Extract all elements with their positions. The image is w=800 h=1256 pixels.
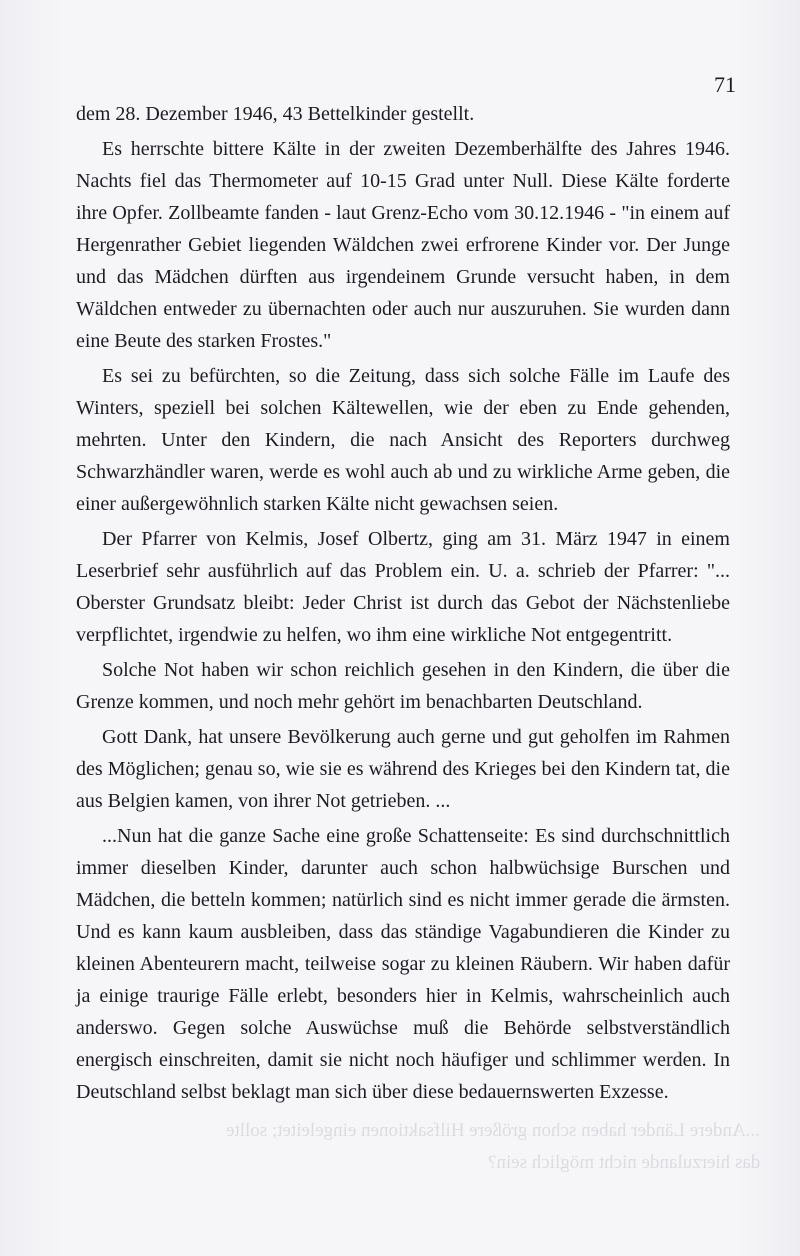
body-text	[76, 98, 730, 1111]
bleed-through-text: ...Andere Länder haben schon größere Hilfsaktionen eingeleitet; sollte	[226, 1120, 760, 1141]
paragraph: ...Nun hat die ganze Sache eine große Schattenseite: Es sind durchschnittlich immer dieselben Kinder, darunter auch schon halbwüchsige Burschen und Mädchen, die betteln kommen; natürlich sind es nicht immer gerade die ärmsten. Und es kann kaum ausbleiben, dass das ständige Vagabundieren die Kinder zu kleinen Abenteurern macht, teilweise sogar zu kleinen Räubern. Wir haben dafür ja einige traurige Fälle erlebt, besonders hier in Kelmis, wahrscheinlich auch anderswo. Gegen solche Auswüchse muß die Behörde selbstverständlich energisch einschreiten, damit sie nicht noch häufiger und schlimmer werden. In Deutschland selbst beklagt man sich über diese bedauernswerten Exzesse.	[76, 825, 730, 1103]
page-number: 71	[714, 72, 736, 97]
bleed-through-text: das hierzulande nicht möglich sein?	[487, 1152, 760, 1173]
paragraph: Der Pfarrer von Kelmis, Josef Olbertz, ging am 31. März 1947 in einem Leserbrief sehr ausführlich auf das Problem ein. U. a. schrieb der Pfarrer: "... Oberster Grundsatz bleibt: Jeder Christ ist durch das Gebot der Nächstenliebe verpflichtet, irgendwie zu helfen, wo ihm eine wirkliche Not entgegentritt.	[76, 528, 730, 646]
paragraph: dem 28. Dezember 1946, 43 Bettelkinder gestellt.	[76, 103, 475, 125]
paragraph: Es herrschte bittere Kälte in der zweiten Dezemberhälfte des Jahres 1946. Nachts fiel das Thermometer auf 10-15 Grad unter Null. Diese Kälte forderte ihre Opfer. Zollbeamte fanden - laut Grenz-Echo vom 30.12.1946 - "in einem auf Hergenrather Gebiet liegenden Wäldchen zwei erfrorene Kinder vor. Der Junge und das Mädchen dürften aus irgendeinem Grunde versucht haben, in dem Wäldchen entweder zu übernachten oder auch nur auszuruhen. Sie wurden dann eine Beute des starken Frostes."	[76, 138, 730, 352]
paragraph: Es sei zu befürchten, so die Zeitung, dass sich solche Fälle im Laufe des Winters, speziell bei solchen Kältewellen, wie der eben zu Ende gehenden, mehrten. Unter den Kindern, die nach Ansicht des Reporters durchweg Schwarzhändler waren, werde es wohl auch ab und zu wirkliche Arme geben, die einer außergewöhnlich starken Kälte nicht gewachsen seien.	[76, 365, 730, 515]
paragraph: Gott Dank, hat unsere Bevölkerung auch gerne und gut geholfen im Rahmen des Möglichen; genau so, wie sie es während des Krieges bei den Kindern tat, die aus Belgien kamen, von ihrer Not getrieben. ...	[76, 726, 730, 812]
paragraph: Solche Not haben wir schon reichlich gesehen in den Kindern, die über die Grenze kommen, und noch mehr gehört im benachbarten Deutschland.	[76, 659, 730, 713]
